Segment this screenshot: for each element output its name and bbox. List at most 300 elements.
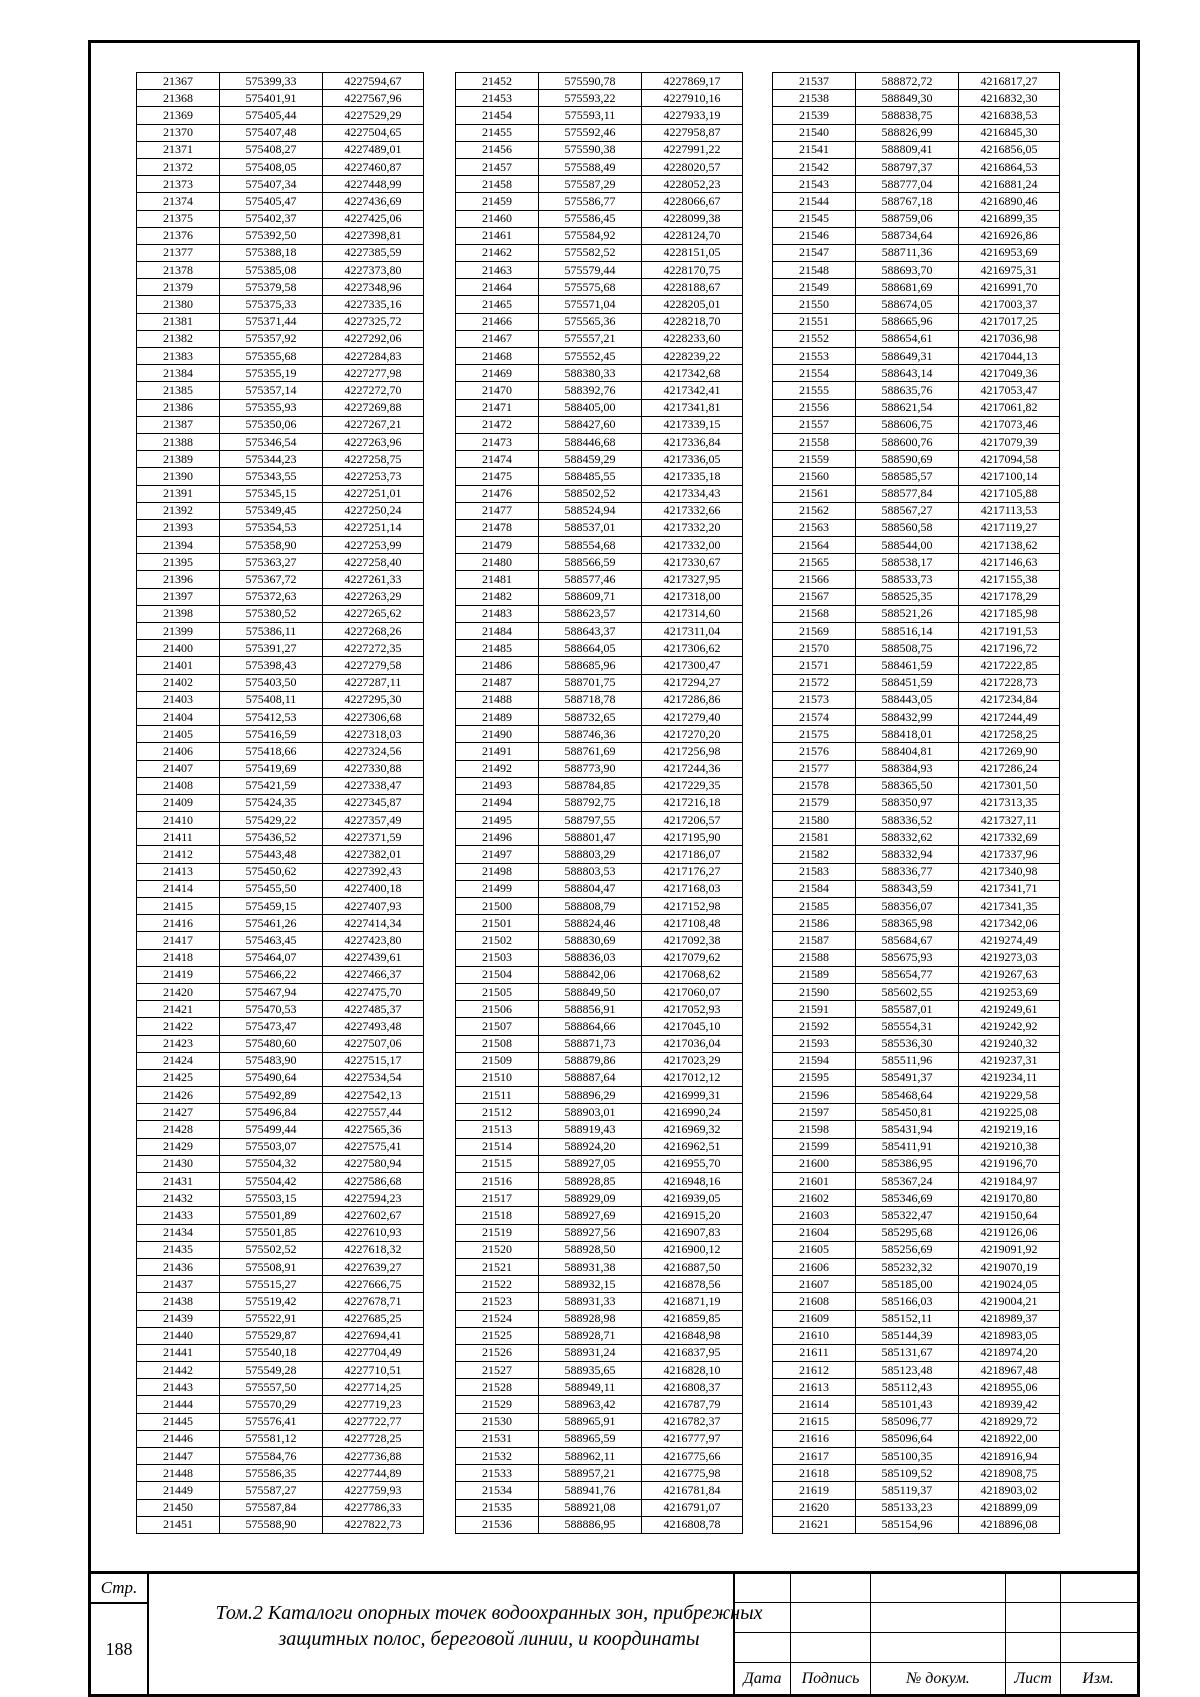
y-coordinate-cell: 4217196,72: [959, 640, 1060, 657]
point-number-cell: 21458: [456, 176, 539, 193]
table-row: [456, 279, 743, 296]
point-number-cell: 21480: [456, 554, 539, 571]
x-coordinate-cell: 575408,05: [220, 158, 323, 175]
y-coordinate-cell: 4217003,37: [959, 296, 1060, 313]
table-row: [137, 1293, 424, 1310]
point-number-cell: 21493: [456, 777, 539, 794]
page-label: Стр.: [91, 1574, 149, 1604]
revision-row: [735, 1603, 1137, 1633]
point-number-cell: 21404: [137, 708, 220, 725]
y-coordinate-cell: 4219070,19: [959, 1258, 1060, 1275]
table-row: [773, 158, 1060, 175]
table-row: [456, 1448, 743, 1465]
point-number-cell: 21439: [137, 1310, 220, 1327]
x-coordinate-cell: 575504,32: [220, 1155, 323, 1172]
table-row: [137, 1344, 424, 1361]
y-coordinate-cell: 4217342,68: [642, 365, 743, 382]
table-row: [137, 1155, 424, 1172]
table-row: [137, 1173, 424, 1190]
table-row: [773, 210, 1060, 227]
x-coordinate-cell: 585602,55: [856, 983, 959, 1000]
point-number-cell: 21377: [137, 244, 220, 261]
y-coordinate-cell: 4216791,07: [642, 1499, 743, 1516]
y-coordinate-cell: 4227268,26: [323, 623, 424, 640]
table-row: [773, 1001, 1060, 1018]
sheet-column-header: Лист: [1014, 1670, 1052, 1687]
point-number-cell: 21502: [456, 932, 539, 949]
table-row: [773, 73, 1060, 90]
y-coordinate-cell: 4228151,05: [642, 244, 743, 261]
table-row: [137, 1087, 424, 1104]
y-coordinate-cell: 4219210,38: [959, 1138, 1060, 1155]
point-number-cell: 21463: [456, 262, 539, 279]
table-row: [456, 605, 743, 622]
y-coordinate-cell: 4227602,67: [323, 1207, 424, 1224]
point-number-cell: 21613: [773, 1379, 856, 1396]
point-number-cell: 21533: [456, 1465, 539, 1482]
point-number-cell: 21444: [137, 1396, 220, 1413]
point-number-cell: 21553: [773, 348, 856, 365]
table-row: [773, 1258, 1060, 1275]
point-number-cell: 21455: [456, 124, 539, 141]
table-row: [456, 1310, 743, 1327]
x-coordinate-cell: 585144,39: [856, 1327, 959, 1344]
y-coordinate-cell: 4219091,92: [959, 1241, 1060, 1258]
y-coordinate-cell: 4219170,80: [959, 1190, 1060, 1207]
y-coordinate-cell: 4219273,03: [959, 949, 1060, 966]
x-coordinate-cell: 588446,68: [539, 433, 642, 450]
point-number-cell: 21492: [456, 760, 539, 777]
x-coordinate-cell: 585112,43: [856, 1379, 959, 1396]
y-coordinate-cell: 4216856,05: [959, 141, 1060, 158]
table-row: [456, 485, 743, 502]
x-coordinate-cell: 588521,26: [856, 605, 959, 622]
x-coordinate-cell: 588830,69: [539, 932, 642, 949]
point-number-cell: 21616: [773, 1430, 856, 1447]
y-coordinate-cell: 4227261,33: [323, 571, 424, 588]
x-coordinate-cell: 588681,69: [856, 279, 959, 296]
y-coordinate-cell: 4217313,35: [959, 794, 1060, 811]
y-coordinate-cell: 4227586,68: [323, 1173, 424, 1190]
point-number-cell: 21411: [137, 829, 220, 846]
y-coordinate-cell: 4218967,48: [959, 1362, 1060, 1379]
y-coordinate-cell: 4216864,53: [959, 158, 1060, 175]
table-row: [137, 1448, 424, 1465]
x-coordinate-cell: 585367,24: [856, 1173, 959, 1190]
x-coordinate-cell: 575579,44: [539, 262, 642, 279]
y-coordinate-cell: 4219274,49: [959, 932, 1060, 949]
table-row: [773, 554, 1060, 571]
x-coordinate-cell: 585123,48: [856, 1362, 959, 1379]
table-row: [137, 1499, 424, 1516]
point-number-cell: 21457: [456, 158, 539, 175]
x-coordinate-cell: 575590,38: [539, 141, 642, 158]
y-coordinate-cell: 4216939,05: [642, 1190, 743, 1207]
y-coordinate-cell: 4216838,53: [959, 107, 1060, 124]
point-number-cell: 21541: [773, 141, 856, 158]
table-row: [137, 812, 424, 829]
point-number-cell: 21617: [773, 1448, 856, 1465]
table-row: [773, 1396, 1060, 1413]
y-coordinate-cell: 4227250,24: [323, 502, 424, 519]
x-coordinate-cell: 588886,95: [539, 1516, 642, 1533]
y-coordinate-cell: 4218989,37: [959, 1310, 1060, 1327]
point-number-cell: 21601: [773, 1173, 856, 1190]
table-row: [137, 73, 424, 90]
table-row: [137, 1327, 424, 1344]
table-row: [773, 1087, 1060, 1104]
point-number-cell: 21388: [137, 433, 220, 450]
y-coordinate-cell: 4216817,27: [959, 73, 1060, 90]
y-coordinate-cell: 4217342,06: [959, 915, 1060, 932]
y-coordinate-cell: 4227694,41: [323, 1327, 424, 1344]
point-number-cell: 21452: [456, 73, 539, 90]
table-row: [773, 365, 1060, 382]
point-number-cell: 21527: [456, 1362, 539, 1379]
y-coordinate-cell: 4227610,93: [323, 1224, 424, 1241]
table-row: [456, 1413, 743, 1430]
point-number-cell: 21419: [137, 966, 220, 983]
y-coordinate-cell: 4217068,62: [642, 966, 743, 983]
table-row: [773, 262, 1060, 279]
x-coordinate-cell: 588649,31: [856, 348, 959, 365]
table-row: [773, 1173, 1060, 1190]
y-coordinate-cell: 4217185,98: [959, 605, 1060, 622]
table-row: [137, 1001, 424, 1018]
y-coordinate-cell: 4217092,38: [642, 932, 743, 949]
table-row: [773, 571, 1060, 588]
table-row: [137, 1052, 424, 1069]
y-coordinate-cell: 4217269,90: [959, 743, 1060, 760]
y-coordinate-cell: 4216871,19: [642, 1293, 743, 1310]
table-row: [456, 1327, 743, 1344]
point-number-cell: 21462: [456, 244, 539, 261]
table-row: [137, 983, 424, 1000]
table-row: [137, 640, 424, 657]
table-row: [137, 537, 424, 554]
table-row: [456, 829, 743, 846]
x-coordinate-cell: 588759,06: [856, 210, 959, 227]
x-coordinate-cell: 575529,87: [220, 1327, 323, 1344]
point-number-cell: 21510: [456, 1069, 539, 1086]
point-number-cell: 21433: [137, 1207, 220, 1224]
y-coordinate-cell: 4217079,39: [959, 433, 1060, 450]
y-coordinate-cell: 4227258,40: [323, 554, 424, 571]
y-coordinate-cell: 4227618,32: [323, 1241, 424, 1258]
x-coordinate-cell: 575515,27: [220, 1276, 323, 1293]
y-coordinate-cell: 4217176,27: [642, 863, 743, 880]
y-coordinate-cell: 4227869,17: [642, 73, 743, 90]
x-coordinate-cell: 575499,44: [220, 1121, 323, 1138]
table-row: [773, 348, 1060, 365]
document-title-line-2: защитных полос, береговой линии, и координаты: [278, 1628, 700, 1650]
y-coordinate-cell: 4227324,56: [323, 743, 424, 760]
table-row: [456, 1379, 743, 1396]
table-row: [137, 743, 424, 760]
point-number-cell: 21607: [773, 1276, 856, 1293]
x-coordinate-cell: 575490,64: [220, 1069, 323, 1086]
table-row: [456, 1465, 743, 1482]
point-number-cell: 21373: [137, 176, 220, 193]
table-row: [137, 90, 424, 107]
point-number-cell: 21605: [773, 1241, 856, 1258]
y-coordinate-cell: 4217105,88: [959, 485, 1060, 502]
point-number-cell: 21432: [137, 1190, 220, 1207]
point-number-cell: 21453: [456, 90, 539, 107]
x-coordinate-cell: 588336,77: [856, 863, 959, 880]
x-coordinate-cell: 588525,35: [856, 588, 959, 605]
x-coordinate-cell: 575464,07: [220, 949, 323, 966]
x-coordinate-cell: 588516,14: [856, 623, 959, 640]
drawing-frame: [88, 40, 1140, 1697]
y-coordinate-cell: 4219267,63: [959, 966, 1060, 983]
y-coordinate-cell: 4216837,95: [642, 1344, 743, 1361]
x-coordinate-cell: 575343,55: [220, 468, 323, 485]
x-coordinate-cell: 588935,65: [539, 1362, 642, 1379]
y-coordinate-cell: 4216828,10: [642, 1362, 743, 1379]
x-coordinate-cell: 575586,77: [539, 193, 642, 210]
table-row: [773, 141, 1060, 158]
point-number-cell: 21545: [773, 210, 856, 227]
x-coordinate-cell: 588872,72: [856, 73, 959, 90]
point-number-cell: 21597: [773, 1104, 856, 1121]
point-number-cell: 21530: [456, 1413, 539, 1430]
x-coordinate-cell: 575584,76: [220, 1448, 323, 1465]
x-coordinate-cell: 575467,94: [220, 983, 323, 1000]
y-coordinate-cell: 4227258,75: [323, 451, 424, 468]
point-number-cell: 21550: [773, 296, 856, 313]
y-coordinate-cell: 4227385,59: [323, 244, 424, 261]
point-number-cell: 21390: [137, 468, 220, 485]
point-number-cell: 21479: [456, 537, 539, 554]
y-coordinate-cell: 4216845,30: [959, 124, 1060, 141]
x-coordinate-cell: 588965,91: [539, 1413, 642, 1430]
table-row: [137, 1138, 424, 1155]
y-coordinate-cell: 4217053,47: [959, 382, 1060, 399]
y-coordinate-cell: 4227407,93: [323, 898, 424, 915]
y-coordinate-cell: 4216777,97: [642, 1430, 743, 1447]
point-number-cell: 21573: [773, 691, 856, 708]
point-number-cell: 21405: [137, 726, 220, 743]
point-number-cell: 21451: [137, 1516, 220, 1533]
x-coordinate-cell: 588801,47: [539, 829, 642, 846]
y-coordinate-cell: 4227400,18: [323, 880, 424, 897]
table-row: [456, 244, 743, 261]
x-coordinate-cell: 588635,76: [856, 382, 959, 399]
y-coordinate-cell: 4216975,31: [959, 262, 1060, 279]
x-coordinate-cell: 585152,11: [856, 1310, 959, 1327]
table-row: [773, 691, 1060, 708]
y-coordinate-cell: 4217044,13: [959, 348, 1060, 365]
y-coordinate-cell: 4227253,99: [323, 537, 424, 554]
y-coordinate-cell: 4217341,81: [642, 399, 743, 416]
table-row: [456, 674, 743, 691]
y-coordinate-cell: 4217061,82: [959, 399, 1060, 416]
table-row: [137, 1190, 424, 1207]
y-coordinate-cell: 4217234,84: [959, 691, 1060, 708]
y-coordinate-cell: 4227306,68: [323, 708, 424, 725]
point-number-cell: 21547: [773, 244, 856, 261]
point-number-cell: 21416: [137, 915, 220, 932]
point-number-cell: 21567: [773, 588, 856, 605]
y-coordinate-cell: 4227269,88: [323, 399, 424, 416]
point-number-cell: 21475: [456, 468, 539, 485]
x-coordinate-cell: 575367,72: [220, 571, 323, 588]
x-coordinate-cell: 575461,26: [220, 915, 323, 932]
y-coordinate-cell: 4217045,10: [642, 1018, 743, 1035]
y-coordinate-cell: 4217036,98: [959, 330, 1060, 347]
table-row: [773, 760, 1060, 777]
point-number-cell: 21514: [456, 1138, 539, 1155]
x-coordinate-cell: 588621,54: [856, 399, 959, 416]
table-row: [456, 726, 743, 743]
y-coordinate-cell: 4217327,95: [642, 571, 743, 588]
x-coordinate-cell: 588567,27: [856, 502, 959, 519]
x-coordinate-cell: 585100,35: [856, 1448, 959, 1465]
table-row: [137, 605, 424, 622]
table-row: [456, 330, 743, 347]
y-coordinate-cell: 4219024,05: [959, 1276, 1060, 1293]
revision-grid: [733, 1574, 1137, 1694]
y-coordinate-cell: 4217100,14: [959, 468, 1060, 485]
y-coordinate-cell: 4219150,64: [959, 1207, 1060, 1224]
x-coordinate-cell: 588459,29: [539, 451, 642, 468]
x-coordinate-cell: 588443,05: [856, 691, 959, 708]
point-number-cell: 21368: [137, 90, 220, 107]
y-coordinate-cell: 4228239,22: [642, 348, 743, 365]
table-row: [773, 588, 1060, 605]
x-coordinate-cell: 575436,52: [220, 829, 323, 846]
point-number-cell: 21450: [137, 1499, 220, 1516]
revision-row: [735, 1574, 1137, 1603]
table-row: [773, 90, 1060, 107]
x-coordinate-cell: 575459,15: [220, 898, 323, 915]
y-coordinate-cell: 4216900,12: [642, 1241, 743, 1258]
y-coordinate-cell: 4228020,57: [642, 158, 743, 175]
x-coordinate-cell: 588761,69: [539, 743, 642, 760]
x-coordinate-cell: 588664,05: [539, 640, 642, 657]
point-number-cell: 21593: [773, 1035, 856, 1052]
table-row: [773, 176, 1060, 193]
point-number-cell: 21556: [773, 399, 856, 416]
point-number-cell: 21612: [773, 1362, 856, 1379]
table-row: [456, 1499, 743, 1516]
point-number-cell: 21421: [137, 1001, 220, 1018]
y-coordinate-cell: 4219225,08: [959, 1104, 1060, 1121]
x-coordinate-cell: 588365,50: [856, 777, 959, 794]
y-coordinate-cell: 4227460,87: [323, 158, 424, 175]
y-coordinate-cell: 4219249,61: [959, 1001, 1060, 1018]
table-row: [773, 1207, 1060, 1224]
table-row: [137, 966, 424, 983]
y-coordinate-cell: 4216781,84: [642, 1482, 743, 1499]
x-coordinate-cell: 575416,59: [220, 726, 323, 743]
y-coordinate-cell: 4219126,06: [959, 1224, 1060, 1241]
y-coordinate-cell: 4227719,23: [323, 1396, 424, 1413]
point-number-cell: 21437: [137, 1276, 220, 1293]
point-number-cell: 21464: [456, 279, 539, 296]
table-row: [456, 502, 743, 519]
change-column-header: Изм.: [1082, 1670, 1114, 1687]
point-number-cell: 21566: [773, 571, 856, 588]
x-coordinate-cell: 588392,76: [539, 382, 642, 399]
point-number-cell: 21520: [456, 1241, 539, 1258]
table-row: [773, 1516, 1060, 1533]
table-row: [773, 399, 1060, 416]
x-coordinate-cell: 588784,85: [539, 777, 642, 794]
x-coordinate-cell: 585133,23: [856, 1499, 959, 1516]
x-coordinate-cell: 588332,94: [856, 846, 959, 863]
x-coordinate-cell: 575492,89: [220, 1087, 323, 1104]
x-coordinate-cell: 588924,20: [539, 1138, 642, 1155]
table-row: [456, 1430, 743, 1447]
table-row: [137, 399, 424, 416]
y-coordinate-cell: 4217337,96: [959, 846, 1060, 863]
table-row: [137, 726, 424, 743]
table-row: [137, 1241, 424, 1258]
point-number-cell: 21396: [137, 571, 220, 588]
x-coordinate-cell: 575363,27: [220, 554, 323, 571]
point-number-cell: 21418: [137, 949, 220, 966]
x-coordinate-cell: 575405,47: [220, 193, 323, 210]
x-coordinate-cell: 585322,47: [856, 1207, 959, 1224]
point-number-cell: 21400: [137, 640, 220, 657]
point-number-cell: 21391: [137, 485, 220, 502]
x-coordinate-cell: 585386,95: [856, 1155, 959, 1172]
table-row: [773, 640, 1060, 657]
x-coordinate-cell: 588560,58: [856, 519, 959, 536]
table-row: [137, 1104, 424, 1121]
y-coordinate-cell: 4227722,77: [323, 1413, 424, 1430]
point-number-cell: 21487: [456, 674, 539, 691]
point-number-cell: 21531: [456, 1430, 539, 1447]
point-number-cell: 21507: [456, 1018, 539, 1035]
x-coordinate-cell: 575522,91: [220, 1310, 323, 1327]
signature-column-header: Подпись: [801, 1670, 860, 1687]
x-coordinate-cell: 588824,46: [539, 915, 642, 932]
coordinates-table-3: [772, 72, 1060, 1534]
y-coordinate-cell: 4228233,60: [642, 330, 743, 347]
y-coordinate-cell: 4227357,49: [323, 812, 424, 829]
table-row: [456, 1362, 743, 1379]
point-number-cell: 21564: [773, 537, 856, 554]
x-coordinate-cell: 588836,03: [539, 949, 642, 966]
table-row: [773, 949, 1060, 966]
x-coordinate-cell: 575354,53: [220, 519, 323, 536]
table-row: [137, 193, 424, 210]
x-coordinate-cell: 575586,35: [220, 1465, 323, 1482]
y-coordinate-cell: 4217094,58: [959, 451, 1060, 468]
x-coordinate-cell: 588871,73: [539, 1035, 642, 1052]
point-number-cell: 21389: [137, 451, 220, 468]
table-row: [773, 1327, 1060, 1344]
y-coordinate-cell: 4217330,67: [642, 554, 743, 571]
x-coordinate-cell: 585131,67: [856, 1344, 959, 1361]
x-coordinate-cell: 588921,08: [539, 1499, 642, 1516]
table-row: [456, 846, 743, 863]
x-coordinate-cell: 588838,75: [856, 107, 959, 124]
point-number-cell: 21604: [773, 1224, 856, 1241]
table-row: [137, 898, 424, 915]
y-coordinate-cell: 4217146,63: [959, 554, 1060, 571]
x-coordinate-cell: 575584,92: [539, 227, 642, 244]
table-row: [137, 313, 424, 330]
table-row: [773, 485, 1060, 502]
table-row: [773, 829, 1060, 846]
point-number-cell: 21536: [456, 1516, 539, 1533]
x-coordinate-cell: 588809,41: [856, 141, 959, 158]
point-number-cell: 21497: [456, 846, 539, 863]
